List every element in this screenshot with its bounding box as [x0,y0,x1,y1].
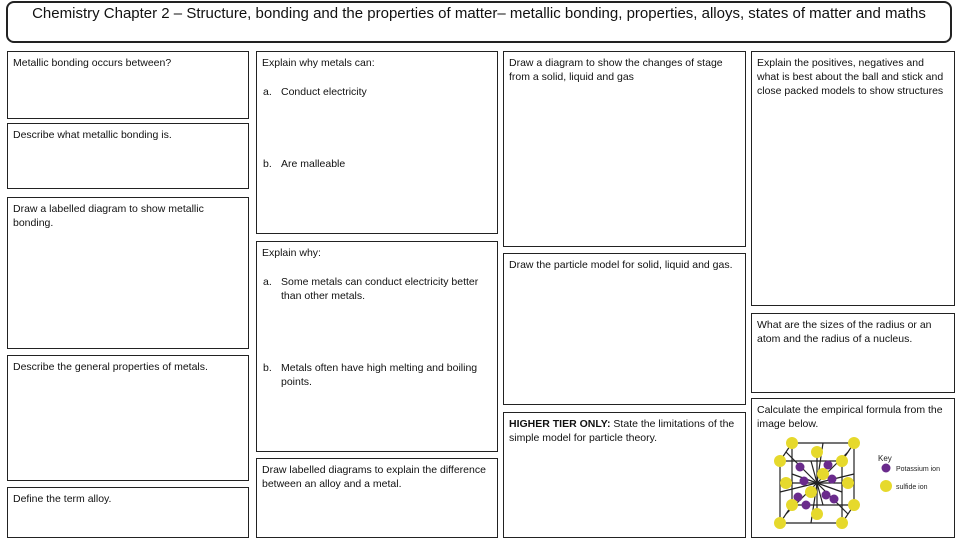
item-b-label: b. [263,362,272,374]
define-alloy-prompt: Define the term alloy. [13,493,112,505]
sulfide-ion [774,517,786,529]
sulfide-ion [811,508,823,520]
general-properties-prompt: Describe the general properties of metals. [13,361,208,373]
particle-model-prompt: Draw the particle model for solid, liquid and gas. [509,259,733,271]
explain-why-box[interactable] [256,241,498,452]
radius-prompt: What are the sizes of the radius or an atom and the radius of a nucleus. [757,319,932,345]
potassium-ion [800,477,809,486]
malleable-text: Are malleable [281,158,346,170]
general-properties-box[interactable] [7,355,249,481]
describe-metallic-bonding-prompt: Describe what metallic bonding is. [13,129,172,141]
potassium-ion [824,461,833,470]
define-alloy-box[interactable] [7,487,249,538]
potassium-ion [822,491,831,500]
sulfide-ion [774,455,786,467]
sulfide-ion [817,468,829,480]
potassium-ion [796,463,805,472]
radius-box[interactable] [751,313,955,393]
alloy-vs-metal-prompt: Draw labelled diagrams to explain the difference between an alloy and a metal. [262,464,486,490]
higher-tier-prompt: State the limitations of the simple model for particle theory. [509,418,735,444]
ball-stick-prompt: Explain the positives, negatives and what is best about the ball and stick and close packed models to show structures [757,57,944,97]
state-changes-box[interactable] [503,51,746,247]
draw-metallic-bonding-box[interactable] [7,197,249,349]
conduct-better-text: Some metals can conduct electricity better than other metals. [281,276,479,302]
sulfide-ion [836,517,848,529]
sulfide-ion [848,499,860,511]
conduct-electricity-text: Conduct electricity [281,86,367,98]
higher-tier-label: HIGHER TIER ONLY: [509,418,611,430]
key-sulfide-label: sulfide ion [896,484,928,491]
page-title: Chemistry Chapter 2 – Structure, bonding and the properties of matter– metallic bonding, properties, alloys, states of matter and maths [6,1,952,43]
crystal-lattice-figure [756,433,952,535]
item-a-label: a. [263,276,272,288]
sulfide-ion [786,499,798,511]
sulfide-ion [836,455,848,467]
key-potassium-swatch [882,464,891,473]
ball-stick-box[interactable] [751,51,955,306]
metallic-bonding-between-prompt: Metallic bonding occurs between? [13,57,172,69]
potassium-ion [830,495,839,504]
sulfide-ion [780,477,792,489]
melting-points-text: Metals often have high melting and boiling points. [281,362,478,388]
sulfide-ion [786,437,798,449]
metallic-bonding-between-box[interactable] [7,51,249,119]
higher-tier-box[interactable] [503,412,746,538]
figure-key [878,454,940,492]
key-potassium-label: Potassium ion [896,466,940,473]
sulfide-ion [842,477,854,489]
sulfide-ion [805,486,817,498]
explain-metals-can-box[interactable] [256,51,498,234]
key-title: Key [878,454,892,463]
state-changes-prompt: Draw a diagram to show the changes of stage from a solid, liquid and gas [509,57,723,83]
draw-metallic-bonding-prompt: Draw a labelled diagram to show metallic bonding. [13,203,204,229]
sulfide-ion [848,437,860,449]
sulfide-ion [811,446,823,458]
explain-metals-can-heading: Explain why metals can: [262,57,375,69]
particle-model-box[interactable] [503,253,746,405]
describe-metallic-bonding-box[interactable] [7,123,249,189]
item-a-label: a. [263,86,272,98]
potassium-ion [828,475,837,484]
alloy-vs-metal-box[interactable] [256,458,498,538]
empirical-formula-prompt: Calculate the empirical formula from the image below. [757,404,943,430]
explain-why-heading: Explain why: [262,247,321,259]
item-b-label: b. [263,158,272,170]
key-sulfide-swatch [880,480,892,492]
potassium-ion [802,501,811,510]
